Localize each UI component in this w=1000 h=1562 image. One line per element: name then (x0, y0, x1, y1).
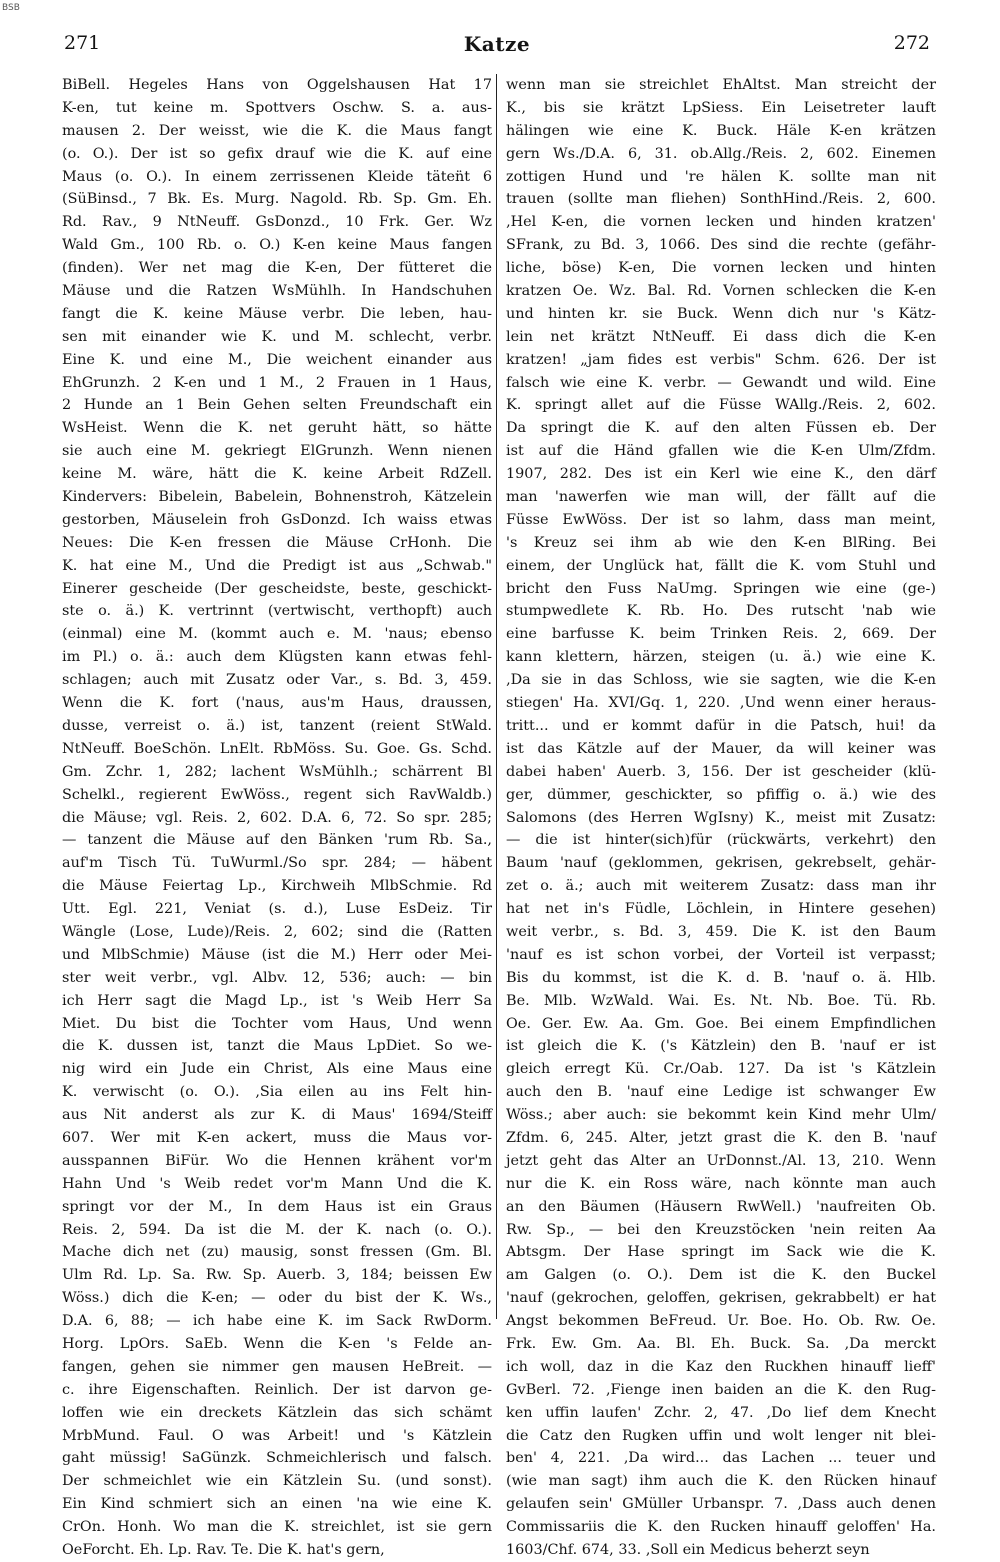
text-line: ich Herr sagt die Magd Lp., ist 's Weib Herr Sa (62, 992, 492, 1009)
column-number-right: 272 (893, 32, 930, 54)
column-divider (496, 74, 497, 1319)
text-line: 607. Wer mit K-en ackert, muss die Maus vor- (62, 1129, 492, 1146)
text-line: ist das Kätzle auf der Mauer, da will keiner was (506, 740, 936, 757)
text-line: sie auch eine M. gekriegt ElGrunzh. Wenn nienen (62, 443, 492, 460)
text-line: Wöss.) dich die K-en; — oder du bist der K. Ws., (62, 1290, 492, 1307)
text-line: Horg. LpOrs. SaEb. Wenn die K-en 's Felde an- (62, 1335, 492, 1352)
text-line: die Catz den Rugken uffin und wolt lenger nit blei- (506, 1427, 936, 1444)
text-line: ben' 4, 221. ‚Da wird... das Lachen ... teuer und (506, 1450, 936, 1467)
text-line: gestorben, Mäuselein froh GsDonzd. Ich waiss etwas (62, 511, 492, 528)
text-line: dabei haben' Auerb. 3, 156. Der ist gescheider (klü- (506, 763, 936, 780)
text-line: Mäuse und die Ratzen WsMühlh. In Handschuhen (62, 283, 492, 300)
text-line: (finden). Wer net mag die K-en, Der fütteret die (62, 260, 492, 277)
text-line: Schelkl., regierent EwWöss., regent sich RavWaldb.) (62, 786, 492, 803)
text-line: tritt... und er kommt dafür in die Patsch, hui! da (506, 717, 936, 734)
text-line: 2 Hunde an 1 Bein Gehen selten Freundschaft ein (62, 397, 492, 414)
text-line: schlagen; auch mit Zusatz oder Var., s. Bd. 3, 459. (62, 672, 492, 689)
text-line: Kindervers: Bibelein, Babelein, Bohnenstroh, Kätzelein (62, 489, 492, 506)
text-line: sen mit einander wie K. und M. schlecht, verbr. (62, 328, 492, 345)
text-line: OeForcht. Eh. Lp. Rav. Te. Die K. hat's gern, (62, 1542, 385, 1558)
right-text-column (506, 74, 936, 1558)
text-line: — die ist hinter(sich)für (rückwärts, verkehrt) den (506, 832, 936, 849)
text-line: Reis. 2, 594. Da ist die M. der K. nach (o. O.). (62, 1221, 492, 1238)
text-line: EhGrunzh. 2 K-en und 1 M., 2 Frauen in 1 Haus, (62, 374, 492, 391)
text-line: nig wird ein Jude ein Christ, Als eine Maus eine (62, 1061, 492, 1078)
library-watermark: BSB (2, 3, 20, 13)
text-line: keine M. wäre, hätt die K. keine Arbeit RdZell. (62, 466, 492, 483)
text-line: c. ihre Eigenschaften. Reinlich. Der ist darvon ge- (62, 1381, 492, 1398)
text-line: Wald Gm., 100 Rb. o. O.) K-en keine Maus fangen (62, 237, 492, 254)
text-line: K-en, tut keine m. Spottvers Oschw. S. a. aus- (62, 99, 492, 116)
text-line: Da springt die K. auf den alten Füssen eb. Der (506, 420, 936, 437)
text-line: Einerer gescheide (Der gescheidste, beste, geschickt- (62, 580, 492, 597)
text-line: und MlbSchmie) Mäuse (ist die M.) Herr oder Mei- (62, 946, 492, 963)
text-line: (einmal) eine M. (kommt auch e. M. 'naus; ebenso (62, 626, 492, 643)
text-line: weit verbr., s. Bd. 3, 459. Die K. ist den Baum (506, 923, 936, 940)
text-line: zottigen Hund und 're hälen K. sollte man nit (506, 168, 936, 185)
text-line: stumpwedlete K. Rb. Ho. Des rutscht 'nab wie (506, 603, 936, 620)
text-line: stiegen' Ha. XVI/Gq. 1, 220. ‚Und wenn einer heraus- (506, 695, 936, 712)
text-line: gleich erregt Kü. Cr./Oab. 127. Da ist 's Kätzlein (506, 1061, 936, 1078)
text-line: Ein Kind schmiert sich an einen 'na wie eine K. (62, 1496, 492, 1513)
text-line: K. springt allet auf die Füsse WAllg./Reis. 2, 602. (506, 397, 936, 414)
text-line: 's Kreuz sei ihm ab wie den K-en BlRing. Bei (506, 534, 936, 551)
text-line: Rw. Sp., — bei den Kreuzstöcken 'nein reiten Aa (506, 1221, 936, 1238)
text-line: kann klettern, härzen, steigen (u. ä.) wie eine K. (506, 649, 936, 666)
text-line: kratzen! „jam fides est verbis" Schm. 626. Der ist (506, 351, 936, 368)
text-line: — tanzent die Mäuse auf den Bänken 'rum Rb. Sa., (62, 832, 492, 849)
text-line: zet o. ä.; auch mit weiterem Zusatz: dass man ihr (506, 878, 936, 895)
text-line: 'nauf (gekrochen, geloffen, gekrisen, gekrabbelt) er hat (506, 1290, 936, 1307)
text-line: Füsse EwWöss. Der ist so lahm, dass man meint, (506, 511, 936, 528)
text-line: K., bis sie krätzt LpSiess. Ein Leisetreter lauft (506, 99, 936, 116)
page-title: Katze (463, 32, 531, 56)
text-line: Zfdm. 6, 245. Alter, jetzt grast die K. den B. 'nauf (506, 1129, 936, 1146)
text-line: Mache dich net (zu) mausig, sonst fressen (Gm. Bl. (62, 1244, 492, 1261)
text-line: Angst bekommen BeFreud. Ur. Boe. Ho. Ob. Rw. Oe. (506, 1313, 936, 1330)
text-line: NtNeuff. BoeSchön. LnElt. RbMöss. Su. Goe. Gs. Schd. (62, 740, 492, 757)
text-line: auf'm Tisch Tü. TuWurml./So spr. 284; — häbent (62, 855, 492, 872)
text-line: springt vor der M., In dem Haus ist ein Graus (62, 1198, 492, 1215)
text-line: ist gleich die K. ('s Kätzlein) den B. 'nauf er ist (506, 1038, 936, 1055)
text-line: Wöss.; aber auch: sie bekommt kein Kind mehr Ulm/ (506, 1107, 936, 1124)
left-text-column (62, 74, 492, 1558)
text-line: ausspannen BiFür. Wo die Hennen krähent vor'm (62, 1152, 492, 1169)
text-line: D.A. 6, 88; — ich habe eine K. im Sack RwDorm. (62, 1313, 492, 1330)
text-line: liche, böse) K-en, Die vornen lecken und hinten (506, 260, 936, 277)
text-line: Commissariis die K. den Rucken hinauff geloffen' Ha. (506, 1519, 936, 1536)
text-line: dusse, verreist o. ä.) ist, tanzent (reient StWald. (62, 717, 492, 734)
text-line: eine barfusse K. beim Trinken Reis. 2, 669. Der (506, 626, 936, 643)
text-line: WsHeist. Wenn die K. net geruht hätt, so hätte (62, 420, 492, 437)
text-line: Der schmeichlet wie ein Kätzlein Su. (und sonst). (62, 1473, 492, 1490)
text-line: hälingen wie eine K. Buck. Häle K-en krätzen (506, 122, 936, 139)
text-line: BiBell. Hegeles Hans von Oggelshausen Hat 17 (62, 77, 492, 93)
text-line: ger, dümmer, geschickter, so pfiffig o. ä.) wie des (506, 786, 936, 803)
text-line: Eine K. und eine M., Die weichent einander aus (62, 351, 492, 368)
text-line: und hinten kr. sie Buck. Wenn dich nur 's Kätz- (506, 305, 936, 322)
text-line: wenn man sie streichlet EhAltst. Man streicht der (506, 77, 936, 93)
text-line: ‚Da sie in das Schloss, wie sie sagten, wie die K-en (506, 672, 936, 689)
text-line: falsch wie eine K. verbr. — Gewandt und wild. Eine (506, 374, 936, 391)
text-line: mausen 2. Der weisst, wie die K. die Maus fangt (62, 122, 492, 139)
text-line: 1603/Chf. 674, 33. ‚Soll ein Medicus beherzt seyn (506, 1542, 870, 1558)
text-line: Oe. Ger. Ew. Aa. Gm. Goe. Bei einem Empfindlichen (506, 1015, 936, 1032)
text-line: die Mäuse; vgl. Reis. 2, 602. D.A. 6, 72. So spr. 285; (62, 809, 492, 826)
text-line: die K. dussen ist, tanzt die Maus LpDiet. So we- (62, 1038, 492, 1055)
text-line: (wie man sagt) ihm auch die K. den Rücken hinauf (506, 1473, 936, 1490)
text-line: jetzt geht das Alter an UrDonnst./Al. 13, 210. Wenn (506, 1152, 936, 1169)
text-line: lein net krätzt NtNeuff. Ei dass dich die K-en (506, 328, 936, 345)
text-line: Rd. Rav., 9 NtNeuff. GsDonzd., 10 Frk. Ger. Wz (62, 214, 492, 231)
text-line: aus Nit anderst als zur K. di Maus' 1694/Steiff (62, 1107, 492, 1124)
text-line: im Pl.) o. ä.: auch dem Klügsten kann etwas fehl- (62, 649, 492, 666)
text-line: hat net in's Füdle, Löchlein, in Hintere gesehen) (506, 901, 936, 918)
text-line: 'nauf es ist schon vorbei, der Vorteil ist verpasst; (506, 946, 936, 963)
text-line: einem, der Unglück hat, fällt die K. vom Stuhl und (506, 557, 936, 574)
text-line: Miet. Du bist die Tochter vom Haus, Und wenn (62, 1015, 492, 1032)
text-line: Ulm Rd. Lp. Sa. Rw. Sp. Auerb. 3, 184; beissen Ew (62, 1267, 492, 1284)
text-line: ster weit verbr., vgl. Albv. 12, 536; auch: — bin (62, 969, 492, 986)
text-line: Bis du kommst, ist die K. d. B. 'nauf o. ä. Hlb. (506, 969, 936, 986)
text-line: GvBerl. 72. ‚Fienge inen baiden an die K. den Rug- (506, 1381, 936, 1398)
text-line: Gm. Zchr. 1, 282; lachent WsMühlh.; schärrent Bl (62, 763, 492, 780)
text-line: (SüBinsd., 7 Bk. Es. Murg. Nagold. Rb. Sp. Gm. Eh. (62, 191, 492, 208)
text-line: man 'nawerfen wie man will, der fällt auf die (506, 489, 936, 506)
text-line: Hahn Und 's Weib redet vor'm Mann Und die K. (62, 1175, 492, 1192)
text-line: Neues: Die K-en fressen die Mäuse CrHonh. Die (62, 534, 492, 551)
text-line: loffen wie ein dreckets Kätzlein das sich schämt (62, 1404, 492, 1421)
text-line: bricht den Fuss NaUmg. Springen wie eine (ge-) (506, 580, 936, 597)
text-line: an den Bäumen (Häusern RwWell.) 'naufreiten Ob. (506, 1198, 936, 1215)
text-line: Abtsgm. Der Hase springt im Sack wie die K. (506, 1244, 936, 1261)
text-line: ist auf die Händ gfallen wie die K-en Ulm/Zfdm. (506, 443, 936, 460)
text-line: K. verwischt (o. O.). ‚Sia eilen au ins Felt hin- (62, 1084, 492, 1101)
text-line: ken uffin laufen' Zchr. 2, 47. ‚Do lief dem Knecht (506, 1404, 936, 1421)
text-line: Salomons (des Herren WgIsny) K., meist mit Zusatz: (506, 809, 936, 826)
text-line: Utt. Egl. 221, Veniat (s. d.), Luse EsDeiz. Tir (62, 901, 492, 918)
text-line: gelaufen sein' GMüller Urbanspr. 7. ‚Dass auch denen (506, 1496, 936, 1513)
text-line: Be. Mlb. WzWald. Wai. Es. Nt. Nb. Boe. Tü. Rb. (506, 992, 936, 1009)
text-line: Baum 'nauf (geklommen, gekrisen, gekrebselt, gehär- (506, 855, 936, 872)
text-line: ‚Hel K-en, die vornen lecken und hinden kratzen' (506, 214, 936, 231)
text-line: die Mäuse Feiertag Lp., Kirchweih MlbSchmie. Rd (62, 878, 492, 895)
text-line: nur die K. ein Ross wäre, nach könnte man auch (506, 1175, 936, 1192)
text-line: trauen (sollte man fliehen) SonthHind./Reis. 2, 600. (506, 191, 936, 208)
text-line: ste o. ä.) K. vertrinnt (vertwischt, verthopft) auch (62, 603, 492, 620)
text-line: Wängle (Lose, Lude)/Reis. 2, 602; sind die (Ratten (62, 923, 492, 940)
text-line: am Galgen (o. O.). Dem ist die K. den Buckel (506, 1267, 936, 1284)
text-line: gaht müssig! SaGünzk. Schmeichlerisch und falsch. (62, 1450, 492, 1467)
text-line: gern Ws./D.A. 6, 31. ob.Allg./Reis. 2, 602. Einemen (506, 145, 936, 162)
text-line: auch den B. 'nauf eine Ledige ist schwanger Ew (506, 1084, 936, 1101)
page-header (64, 32, 930, 62)
text-line: fangen, gehen sie nimmer gen mausen HeBreit. — (62, 1358, 492, 1375)
text-line: Maus (o. O.). In einem zerrissenen Kleide täten̈t 6 (62, 168, 492, 185)
text-line: CrOn. Honh. Wo man die K. streichlet, ist sie gern (62, 1519, 492, 1536)
column-number-left: 271 (64, 32, 101, 54)
text-line: 1907, 282. Des ist ein Kerl wie eine K., den därf (506, 466, 936, 483)
text-line: Frk. Ew. Gm. Aa. Bl. Eh. Buck. Sa. ‚Da merckt (506, 1335, 936, 1352)
text-line: ich woll, daz in die Kaz den Ruckhen hinauff lieff' (506, 1358, 936, 1375)
text-line: kratzen Oe. Wz. Bal. Rd. Vornen schlecken die K-en (506, 283, 936, 300)
text-line: (o. O.). Der ist so gefix drauf wie die K. auf eine (62, 145, 492, 162)
text-line: Wenn die K. fort ('naus, aus'm Haus, draussen, (62, 695, 492, 712)
text-line: K. hat eine M., Und die Predigt ist aus „Schwab." (62, 557, 492, 574)
text-line: fangt die K. keine Mäuse verbr. Die leben, hau- (62, 305, 492, 322)
text-line: SFrank, zu Bd. 3, 1066. Des sind die rechte (gefähr- (506, 237, 936, 254)
text-line: MrbMund. Faul. O was Arbeit! und 's Kätzlein (62, 1427, 492, 1444)
